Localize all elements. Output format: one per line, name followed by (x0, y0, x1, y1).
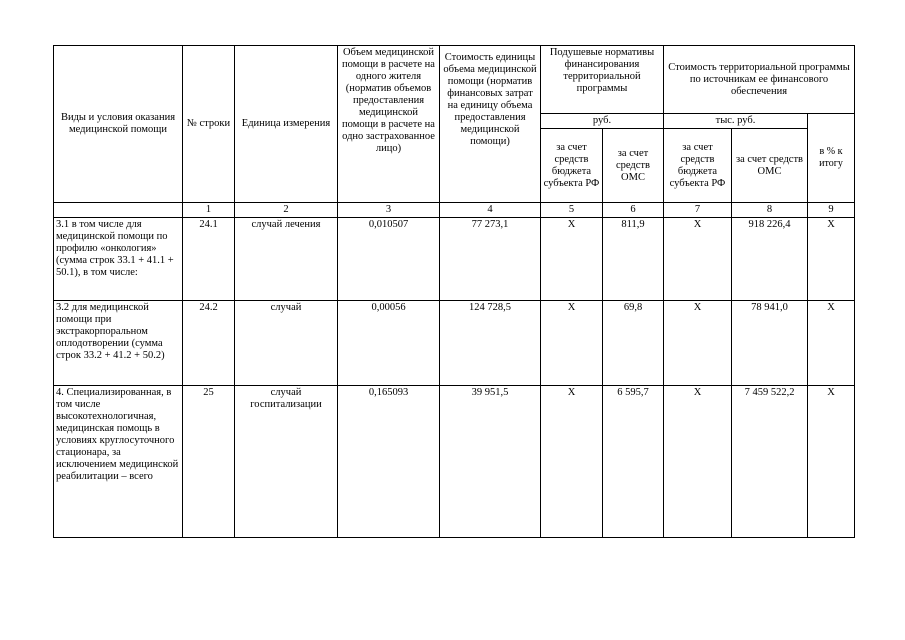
row-unit: случай госпитализации (235, 386, 338, 538)
row-volume: 0,165093 (338, 386, 440, 538)
row-unit: случай лечения (235, 218, 338, 301)
column-number: 8 (732, 203, 808, 218)
row-t-oms: 7 459 522,2 (732, 386, 808, 538)
row-percent: Х (808, 218, 855, 301)
row-percent: Х (808, 386, 855, 538)
row-t-budget: Х (664, 301, 732, 386)
column-number: 9 (808, 203, 855, 218)
row-cost: 124 728,5 (440, 301, 541, 386)
column-number: 1 (183, 203, 235, 218)
row-t-budget: Х (664, 386, 732, 538)
row-unit: случай (235, 301, 338, 386)
table-row (54, 301, 855, 386)
row-cost: 39 951,5 (440, 386, 541, 538)
row-pc-oms: 6 595,7 (603, 386, 664, 538)
row-name: 3.1 в том числе для медицинской помощи по профилю «онкология» (сумма строк 33.1 + 41.1 + 50.1), в том числе: (54, 218, 183, 301)
row-name: 3.2 для медицинской помощи при экстракорпоральном оплодотворении (сумма строк 33.2 + 41.2 + 50.2) (54, 301, 183, 386)
row-name: 4. Специализированная, в том числе высокотехнологичная, медицинская помощь в условиях круглосуточного стационара, за исключением медицинской реабилитации – всего (54, 386, 183, 538)
row-number: 25 (183, 386, 235, 538)
row-volume: 0,010507 (338, 218, 440, 301)
row-pc-oms: 69,8 (603, 301, 664, 386)
header-unit: Единица измерения (235, 46, 338, 203)
column-number-row (54, 203, 855, 218)
column-number: 4 (440, 203, 541, 218)
header-cost: Стоимость единицы объема медицинской помощи (норматив финансовых затрат на единицу объема предоставления медицинской помощи) (440, 46, 541, 203)
row-number: 24.2 (183, 301, 235, 386)
row-percent: Х (808, 301, 855, 386)
row-number: 24.1 (183, 218, 235, 301)
header-budget-rf: за счет средств бюджета субъекта РФ (541, 129, 603, 203)
column-number: 5 (541, 203, 603, 218)
row-pc-budget: Х (541, 386, 603, 538)
row-t-oms: 918 226,4 (732, 218, 808, 301)
row-pc-oms: 811,9 (603, 218, 664, 301)
header-oms: за счет средств ОМС (603, 129, 664, 203)
header-thous-rub: тыс. руб. (664, 114, 808, 129)
column-number: 6 (603, 203, 664, 218)
row-cost: 77 273,1 (440, 218, 541, 301)
table-row (54, 386, 855, 538)
column-number: 2 (235, 203, 338, 218)
header-oms-2: за счет средств ОМС (732, 129, 808, 203)
row-volume: 0,00056 (338, 301, 440, 386)
header-volume: Объем медицинской помощи в расчете на одного жителя (норматив объемов предоставления медицинской помощи в расчете на одно застрахованное лицо) (338, 46, 440, 203)
header-territorial: Стоимость территориальной программы по источникам ее финансового обеспечения (664, 46, 855, 114)
column-number: 7 (664, 203, 732, 218)
header-percent: в % к итогу (808, 114, 855, 203)
column-number-empty (54, 203, 183, 218)
header-budget-rf-2: за счет средств бюджета субъекта РФ (664, 129, 732, 203)
header-types: Виды и условия оказания медицинской помощи (54, 46, 183, 203)
table-row (54, 218, 855, 301)
header-row-no: № строки (183, 46, 235, 203)
row-t-oms: 78 941,0 (732, 301, 808, 386)
column-number: 3 (338, 203, 440, 218)
medical-care-table (53, 45, 855, 538)
header-per-capita: Подушевые нормативы финансирования территориальной программы (541, 46, 664, 114)
header-rub: руб. (541, 114, 664, 129)
row-pc-budget: Х (541, 301, 603, 386)
row-pc-budget: Х (541, 218, 603, 301)
row-t-budget: Х (664, 218, 732, 301)
